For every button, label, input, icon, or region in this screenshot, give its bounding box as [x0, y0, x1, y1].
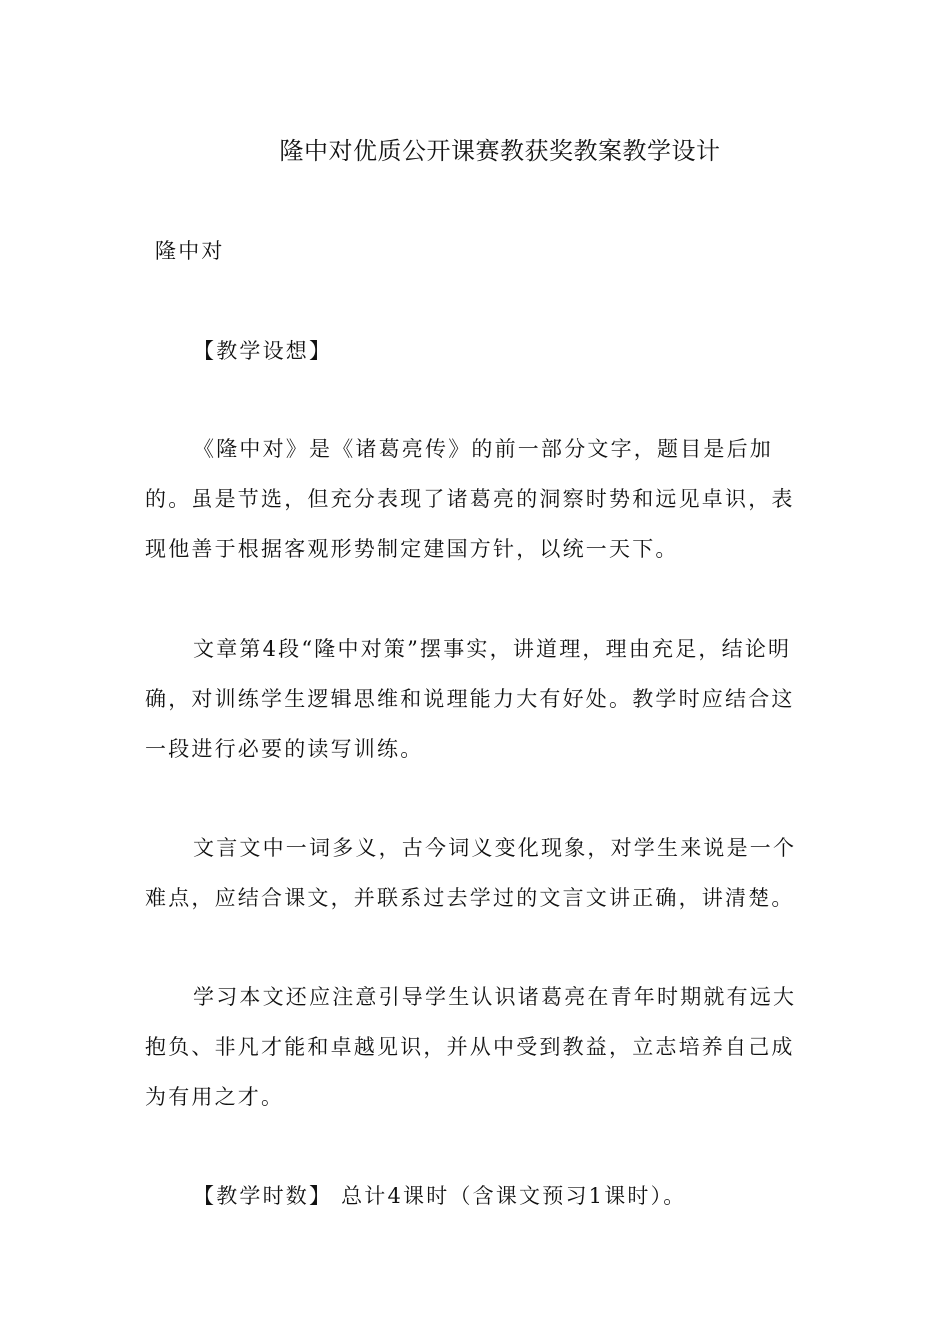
document-title: 隆中对优质公开课赛教获奖教案教学设计	[279, 137, 721, 165]
paragraph: 学习本文还应注意引导学生认识诸葛亮在青年时期就有远大抱负、非凡才能和卓越见识，并从中受到教益，立志培养自己成为有用之才。	[145, 985, 797, 1109]
paragraph: 文言文中一词多义，古今词义变化现象，对学生来说是一个难点，应结合课文，并联系过去学过的文言文讲正确，讲清楚。	[145, 836, 797, 910]
teaching-hours-line	[193, 1171, 863, 1221]
paragraph: 《隆中对》是《诸葛亮传》的前一部分文字，题目是后加的。虽是节选，但充分表现了诸葛亮的洞察时势和远见卓识，表现他善于根据客观形势制定建国方针，以统一天下。	[145, 437, 795, 561]
document-subtitle: 隆中对	[155, 239, 225, 263]
teaching-hours-text: 总计4课时（含课文预习1课时）。	[332, 1184, 687, 1208]
section-heading-teaching-idea: 【教学设想】	[193, 339, 333, 363]
section-heading-teaching-hours: 【教学时数】	[193, 1184, 333, 1208]
paragraph: 文章第4段“隆中对策”摆事实，讲道理，理由充足，结论明确，对训练学生逻辑思维和说理能力大有好处。教学时应结合这一段进行必要的读写训练。	[145, 637, 795, 761]
